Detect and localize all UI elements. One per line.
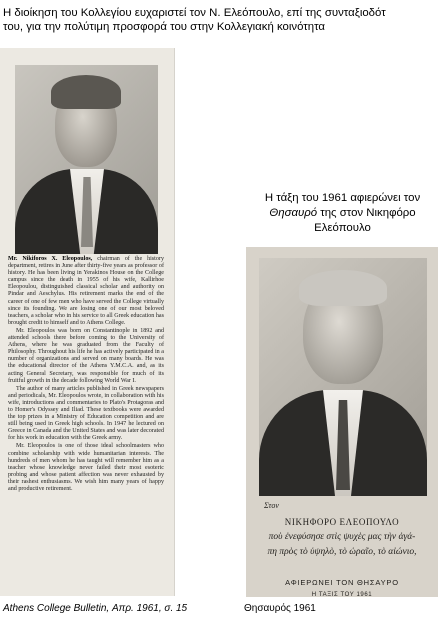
portrait-photo-right <box>259 258 427 496</box>
dedication-heading-line-1: Η τάξη του 1961 αφιερώνει τον <box>264 192 421 204</box>
caption-right: Θησαυρός 1961 <box>244 603 316 614</box>
dedication-verse-line-1: ποὺ ἐνεφύσησε στὶς ψυχὲς μας τὴν ἀγά- <box>268 532 416 542</box>
dedication-heading-line-3: Ελεόπουλο <box>314 222 371 234</box>
article-lead-name: Mr. Nikiforos X. Eleopoulos, <box>8 256 93 262</box>
yearbook-dedication-page <box>246 247 438 597</box>
portrait-photo-left <box>15 65 158 254</box>
article-paragraph-3: The author of many articles published in Greek newspapers and periodicals, Mr. Eleopoulos wrote, in collaboration with his wife, introductions and commentaries to Plato's Protagoras and to Homer's Odyssey and Iliad. These textbooks were awarded the top prizes in a Ministry of Education competition and are still being used in Greek high schools. In 1947 he lectured on Greece in Canada and the United States and was later decorated for his work in education with the Greek army. <box>8 385 164 442</box>
dedication-verse <box>252 530 432 560</box>
page-header <box>3 6 447 34</box>
bulletin-article <box>8 256 164 494</box>
dedication-heading-line-2-rest: της στον Νικηφόρο <box>317 207 416 219</box>
dedication-statement: ΑΦΙΕΡΩΝΕΙ ΤΟΝ ΘΗΣΑΥΡΟ <box>285 578 399 587</box>
dedication-name: ΝΙΚΗΦΟΡΟ ΕΛΕΟΠΟΥΛΟ <box>284 517 400 527</box>
portrait-hair <box>51 75 121 109</box>
header-line-2: του, για την πολύτιμη προσφορά του στην Κολλεγιακή κοινότητα <box>3 21 326 33</box>
article-paragraph-2: Mr. Eleopoulos was born on Constantinople in 1892 and attended schools there before coming to the University of Athens, where he was graduated from the Faculty of Philosophy. Throughout his life he has actively participated in a number of organizations and served on many boards. He was the educational director of the Athens Y.M.C.A. and, as its acting General Secretary, was responsible for much of its fruitful growth in the decade following World War I. <box>8 327 164 384</box>
dedication-to: Στον <box>264 501 279 510</box>
dedication-class: Η ΤΑΞΙΣ ΤΟΥ 1961 <box>311 592 373 597</box>
dedication-verse-line-2: πη πρὸς τὸ ὑψηλὸ, τὸ ὡραῖο, τὸ αἰώνιο, <box>267 547 417 557</box>
dedication-heading <box>238 191 447 236</box>
dedication-heading-line-2 <box>238 206 447 221</box>
header-line-1: Η διοίκηση του Κολλεγίου ευχαριστεί τον Ν. Ελεόπουλο, επί της συνταξιοδότ <box>3 7 386 19</box>
portrait-hair <box>299 270 387 306</box>
caption-left: Athens College Bulletin, Απρ. 1961, σ. 15 <box>3 603 188 614</box>
thesauros-italic: Θησαυρό <box>269 207 318 219</box>
article-paragraph-4: Mr. Eleopoulos is one of those ideal schoolmasters who combine scholarship with wide humanitarian interests. The hundreds of men whom he has taught will remember him as a teacher whose knowledge never failed their most esoteric probing and whose patient affection was never exhausted by their rashest enthusiasms. We wish him many years of happy and productive retirement. <box>8 443 164 492</box>
article-paragraph-1 <box>8 256 164 327</box>
article-text-1: chairman of the history department, retires in June after thirty-five years as professor of history. He has been living in Yerakinos House on the College campus since the death in 1955 of his wife, Kallirhoe Eleopoulou, distinguished classical scholar and authority on Pindar and Aeschylus. His retirement marks the end of the career of one of few men who have served the College virtually since its founding. We are losing one of our most beloved teachers, a scholar who in his service to all Greek education has brought credit to himself and to Athens College. <box>8 256 164 326</box>
